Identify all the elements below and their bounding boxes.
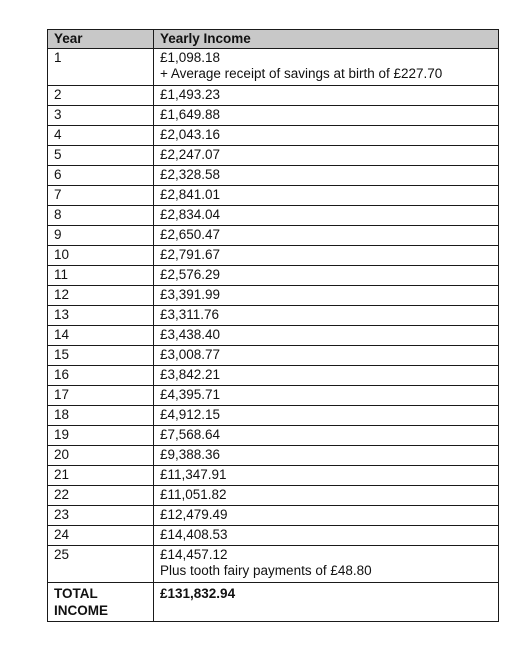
year-cell: 7 xyxy=(48,186,154,206)
income-value: £4,395.71 xyxy=(160,387,221,402)
income-value: £7,568.64 xyxy=(160,427,221,442)
table-row xyxy=(48,326,499,346)
table-row xyxy=(48,306,499,326)
year-cell: 6 xyxy=(48,166,154,186)
income-cell xyxy=(154,406,499,426)
table-header xyxy=(48,30,499,49)
table-row xyxy=(48,286,499,306)
income-value: £4,912.15 xyxy=(160,407,221,422)
year-cell: 17 xyxy=(48,386,154,406)
income-value: £1,098.18 xyxy=(160,50,221,65)
income-value: £3,842.21 xyxy=(160,367,221,382)
year-cell: 9 xyxy=(48,226,154,246)
income-cell xyxy=(154,306,499,326)
year-cell: 3 xyxy=(48,106,154,126)
table-footer xyxy=(48,583,499,622)
table-body xyxy=(48,49,499,583)
income-cell xyxy=(154,526,499,546)
total-value-cell: £131,832.94 xyxy=(154,583,499,622)
year-cell: 13 xyxy=(48,306,154,326)
year-cell: 4 xyxy=(48,126,154,146)
income-value: £2,650.47 xyxy=(160,227,221,242)
year-column-header: Year xyxy=(48,30,154,49)
year-cell: 2 xyxy=(48,86,154,106)
table-row xyxy=(48,386,499,406)
table-row xyxy=(48,546,499,583)
table-row xyxy=(48,186,499,206)
year-cell: 22 xyxy=(48,486,154,506)
income-value: £2,791.67 xyxy=(160,247,221,262)
year-cell: 19 xyxy=(48,426,154,446)
total-row xyxy=(48,583,499,622)
income-cell xyxy=(154,266,499,286)
income-value: £1,649.88 xyxy=(160,107,221,122)
table-row xyxy=(48,366,499,386)
year-cell: 14 xyxy=(48,326,154,346)
year-cell: 20 xyxy=(48,446,154,466)
income-cell xyxy=(154,466,499,486)
table-row xyxy=(48,226,499,246)
income-value: £2,841.01 xyxy=(160,187,221,202)
income-value: £12,479.49 xyxy=(160,507,228,522)
table-row xyxy=(48,206,499,226)
income-value: £2,043.16 xyxy=(160,127,221,142)
income-cell xyxy=(154,286,499,306)
income-value: £2,328.58 xyxy=(160,167,221,182)
income-cell xyxy=(154,386,499,406)
header-row xyxy=(48,30,499,49)
year-cell: 11 xyxy=(48,266,154,286)
income-cell xyxy=(154,246,499,266)
income-cell xyxy=(154,426,499,446)
table-row xyxy=(48,466,499,486)
income-cell xyxy=(154,366,499,386)
yearly-income-table xyxy=(47,29,499,622)
income-cell xyxy=(154,49,499,86)
table-row xyxy=(48,146,499,166)
year-cell: 1 xyxy=(48,49,154,86)
income-value: £1,493.23 xyxy=(160,87,221,102)
year-cell: 15 xyxy=(48,346,154,366)
table-row xyxy=(48,346,499,366)
income-cell xyxy=(154,546,499,583)
table-row xyxy=(48,49,499,86)
table-row xyxy=(48,486,499,506)
income-value: £3,438.40 xyxy=(160,327,221,342)
income-cell xyxy=(154,166,499,186)
year-cell: 23 xyxy=(48,506,154,526)
income-value: £14,408.53 xyxy=(160,527,228,542)
income-note: Plus tooth fairy payments of £48.80 xyxy=(160,563,372,578)
income-value: £3,391.99 xyxy=(160,287,221,302)
yearly-income-column-header: Yearly Income xyxy=(154,30,499,49)
income-cell xyxy=(154,186,499,206)
income-value: £11,051.82 xyxy=(160,487,227,502)
income-value: £9,388.36 xyxy=(160,447,221,462)
total-label-cell xyxy=(48,583,154,622)
income-cell xyxy=(154,346,499,366)
income-value: £3,008.77 xyxy=(160,347,221,362)
income-cell xyxy=(154,86,499,106)
income-cell xyxy=(154,226,499,246)
year-cell: 10 xyxy=(48,246,154,266)
table-row xyxy=(48,106,499,126)
income-cell xyxy=(154,506,499,526)
income-value: £11,347.91 xyxy=(160,467,227,482)
table-row xyxy=(48,526,499,546)
table-row xyxy=(48,86,499,106)
year-cell: 18 xyxy=(48,406,154,426)
income-note: + Average receipt of savings at birth of £227.70 xyxy=(160,66,443,81)
income-value: £2,834.04 xyxy=(160,207,221,222)
year-cell: 24 xyxy=(48,526,154,546)
income-cell xyxy=(154,486,499,506)
income-cell xyxy=(154,446,499,466)
table-row xyxy=(48,266,499,286)
year-cell: 5 xyxy=(48,146,154,166)
year-cell: 8 xyxy=(48,206,154,226)
year-cell: 16 xyxy=(48,366,154,386)
income-cell xyxy=(154,326,499,346)
income-cell xyxy=(154,206,499,226)
total-label-line2: INCOME xyxy=(54,603,108,618)
income-value: £3,311.76 xyxy=(160,307,220,322)
year-cell: 21 xyxy=(48,466,154,486)
table-row xyxy=(48,506,499,526)
table-row xyxy=(48,426,499,446)
table-row xyxy=(48,246,499,266)
income-cell xyxy=(154,126,499,146)
year-cell: 12 xyxy=(48,286,154,306)
income-value: £14,457.12 xyxy=(160,547,228,562)
income-cell xyxy=(154,106,499,126)
table-row xyxy=(48,166,499,186)
table-row xyxy=(48,446,499,466)
total-label-line1: TOTAL xyxy=(54,586,98,601)
income-cell xyxy=(154,146,499,166)
year-cell: 25 xyxy=(48,546,154,583)
income-value: £2,247.07 xyxy=(160,147,221,162)
table-row xyxy=(48,406,499,426)
table-row xyxy=(48,126,499,146)
income-value: £2,576.29 xyxy=(160,267,221,282)
